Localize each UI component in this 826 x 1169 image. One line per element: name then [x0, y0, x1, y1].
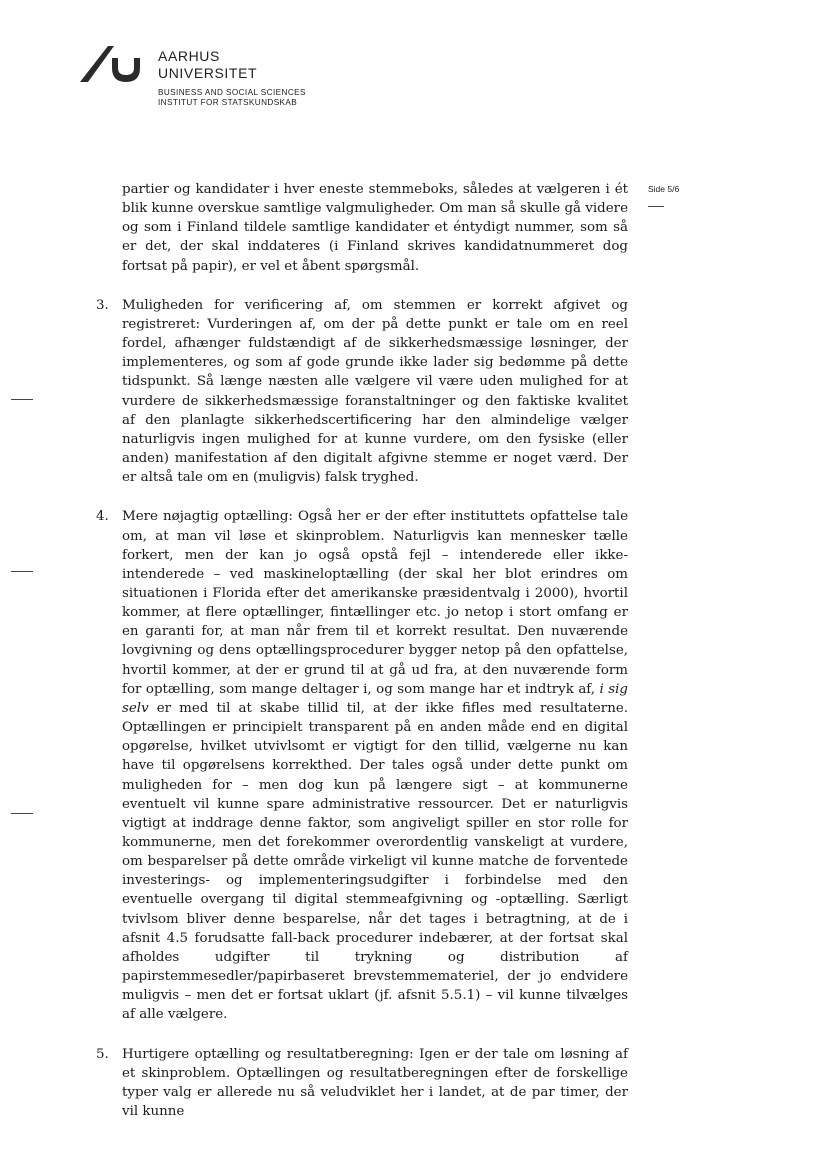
margin-mark [11, 571, 33, 572]
university-logo [78, 44, 146, 84]
italic-emphasis: i sig selv [122, 681, 628, 716]
list-number: 4. [96, 509, 109, 525]
margin-mark [11, 813, 33, 814]
list-number: 5. [96, 1046, 109, 1062]
university-line1: AARHUS [158, 48, 220, 64]
faculty-name: BUSINESS AND SOCIAL SCIENCES [158, 88, 306, 97]
body-text [84, 180, 628, 1121]
margin-mark [11, 399, 33, 400]
institution-name [158, 48, 306, 108]
list-item [84, 1045, 628, 1122]
university-line2: UNIVERSITET [158, 65, 258, 81]
intro-paragraph: partier og kandidater i hver eneste stemmeboks, således at vælgeren i ét blik kunne overskue samtlige valgmuligheder. Om man så skulle gå videre og som i Finland tildele samtlige kandidater et éntydigt nummer, som så er det, der skal inddateres (i Finland skrives kandidatnummeret dog fortsat på papir), er vel et åbent spørgsmål. [122, 182, 628, 274]
institute-name: INSTITUT FOR STATSKUNDSKAB [158, 98, 298, 107]
list-text-part: er med til at skabe tillid til, at der ikke fifles med resultaterne. Optællingen er principielt transparent på en anden måde end en digital opgørelse, hvilket utvivlsomt er vigtigt for den tillid, vælgerne nu kan have til opgørelsens korrekthed. Der tales også under dette punkt om muligheden for – men dog kun på længere sigt – at kommunerne eventuelt vil kunne spare administrative ressourcer. Det er naturligvis vigtigt at inddrage denne faktor, som angiveligt spiller en stor rolle for kommunerne, men det forekommer overordentlig vanskeligt at vurdere, om besparelser på dette område virkeligt vil kunne matche de forventede investerings- og implementeringsudgifter i forbindelse med den eventuelle overgang til digital stemmeafgivning og -optælling. Særligt tvivlsom bliver denne besparelse, når det tages i betragtning, at de i afsnit 4.5 forudsatte fall-back procedurer indebærer, at der fortsat skal afholdes udgifter til trykning og distribution af papirstemmesedler/papirbaseret brevstemmemateriel, der jo endvidere muligvis – men det er fortsat uklart (jf. afsnit 5.5.1) – vil kunne tilvælges af alle vælgere. [122, 700, 628, 1023]
list-text-part: Mere nøjagtig optælling: Også her er der efter instituttets opfattelse tale om, at man vil løse et skinproblem. Naturligvis kan mennesker tælle forkert, men der kan jo også opstå fejl – intenderede eller ikke-intenderede – ved maskineloptælling (der skal her blot erindres om situationen i Florida efter det amerikanske præsidentvalg i 2000), hvortil kommer, at flere optællinger, fintællinger etc. jo netop i stort omfang er en garanti for, at man når frem til et korrekt resultat. Den nuværende lovgivning og dens optællingsprocedurer bygger netop på den opfattelse, hvortil kommer, at der er grund til at gå ud fra, at den nuværende form for optælling, som mange deltager i, og som mange har et indtryk af, [122, 509, 628, 697]
list-text [122, 509, 628, 1022]
list-text: Hurtigere optælling og resultatberegning: Igen er der tale om løsning af et skinproblem. Optællingen og resultatberegningen efter de forskellige typer valg er allerede nu så veludviklet her i landet, at de par timer, der vil kunne [122, 1046, 628, 1120]
list-text: Muligheden for verificering af, om stemmen er korrekt afgivet og registreret: Vurderingen af, om der på dette punkt er tale om en reel fordel, afhænger fuldstændigt af de sikkerhedsmæssige løsninger, der implementeres, og som af gode grunde ikke lader sig bedømme på dette tidspunkt. Så længe næsten alle vælgere vil være uden mulighed for at vurdere de sikkerhedsmæssige foranstaltninger og den faktiske kvalitet af den planlagte sikkerhedscertificering har den almindelige vælger naturligvis ingen mulighed for at kunne vurdere, om den fysiske (eller anden) manifestation af den digitalt afgivne stemme er noget værd. Der er altså tale om en (muligvis) falsk tryghed. [122, 297, 628, 486]
page-number: Side 5/6 [648, 184, 680, 194]
page-number-rule [648, 206, 664, 207]
list-item [84, 296, 628, 488]
list-number: 3. [96, 297, 109, 313]
list-item [84, 507, 628, 1024]
